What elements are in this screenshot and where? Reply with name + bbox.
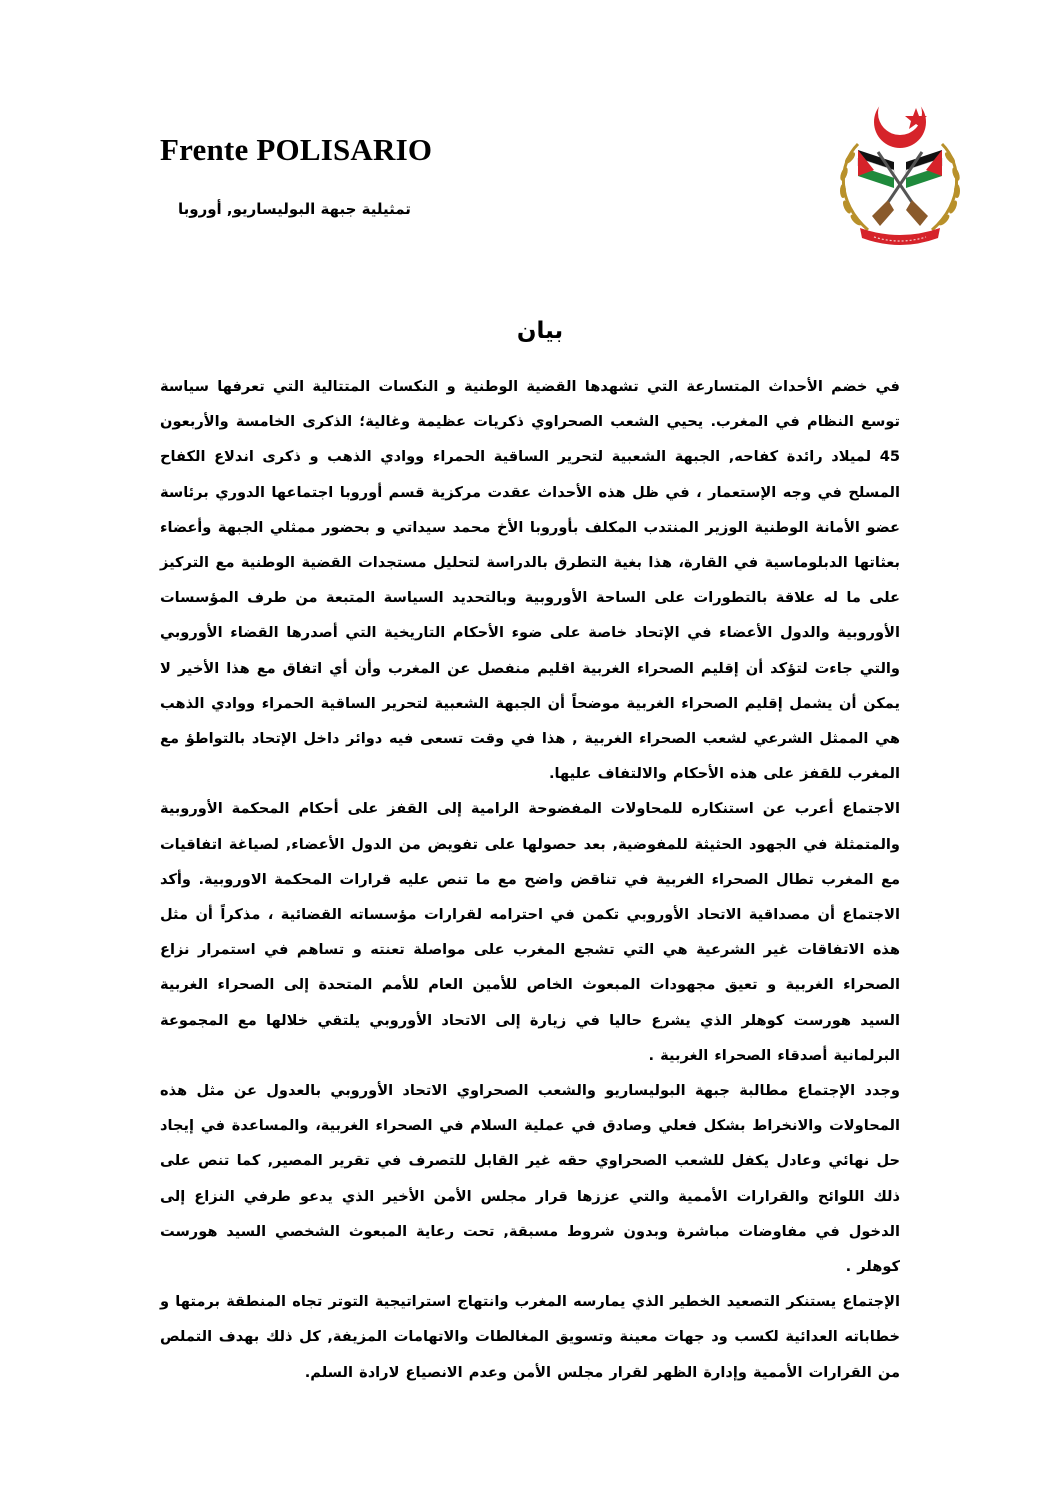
- statement-paragraph-1: في خضم الأحداث المتسارعة التي تشهدها القضية الوطنية و النكسات المتتالية التي تعرفها سياسة توسع النظام في المغرب. يحيي الشعب الصحراوي ذكريات عظيمة وغالية؛ الذكرى الخامسة والأربعون 45 لميلاد رائدة كفاحه, الجبهة الشعبية لتحرير الساقية الحمراء ووادي الذهب و ذكرى اندلاع الكفاح المسلح في وجه الإستعمار ، في ظل هذه الأحداث عقدت مركزية قسم أوروبا اجتماعها الدوري برئاسة عضو الأمانة الوطنية الوزير المنتدب المكلف بأوروبا الأخ محمد سيداتي و بحضور ممثلي الجبهة وأعضاء بعثاتها الدبلوماسية في القارة، هذا بغية التطرق بالدراسة لتحليل مستجدات القضية الوطنية مع التركيز على ما له علاقة بالتطورات على الساحة الأوروبية وبالتحديد السياسة المتبعة من طرف المؤسسات الأوروبية والدول الأعضاء في الإتحاد خاصة على ضوء الأحكام التاريخية التي أصدرها القضاء الأوروبي والتي جاءت لتؤكد أن إقليم الصحراء الغربية اقليم منفصل عن المغرب وأن أي اتفاق مع هذا الأخير لا يمكن أن يشمل إقليم الصحراء الغربية موضحاً أن الجبهة الشعبية لتحرير الساقية الحمراء ووادي الذهب هي الممثل الشرعي لشعب الصحراء الغربية , هذا في وقت تسعى فيه دوائر داخل الإتحاد بالتواطؤ مع المغرب للقفز على هذه الأحكام والالتفاف عليها.: [160, 378, 900, 783]
- statement-paragraph-3: وجدد الإجتماع مطالبة جبهة البوليساريو والشعب الصحراوي الاتحاد الأوروبي بالعدول عن مثل هذه المحاولات والانخراط بشكل فعلي وصادق في عملية السلام في الصحراء الغربية، والمساعدة في إيجاد حل نهائي وعادل يكفل للشعب الصحراوي حقه غير القابل للتصرف في تقرير المصير, كما تنص على ذلك اللوائح والقرارات الأممية والتي عززها قرار مجلس الأمن الأخير الذي يدعو طرفي النزاع إلى الدخول في مفاوضات مباشرة وبدون شروط مسبقة, تحت رعاية المبعوث الشخصي السيد هورست كوهلر .: [160, 1082, 900, 1276]
- organization-name: Frente POLISARIO: [160, 132, 433, 167]
- representation-subtitle: تمثيلية جبهة البوليساريو, أوروبا: [178, 200, 411, 218]
- statement-body: [160, 369, 900, 1390]
- statement-heading: بيان: [516, 318, 564, 344]
- emblem-graphic: [820, 92, 980, 252]
- polisario-emblem-icon: [820, 92, 980, 252]
- emblem-ribbon: [860, 228, 940, 245]
- laurel-leaves: [839, 151, 961, 227]
- statement-paragraph-2: الاجتماع أعرب عن استنكاره للمحاولات المفضوحة الرامية إلى القفز على أحكام المحكمة الأوروبية والمتمثلة في الجهود الحثيثة للمفوضية, بعد حصولها على تفويض من الدول الأعضاء, لصياغة اتفاقيات مع المغرب تطال الصحراء الغربية في تناقض واضح مع ما تنص عليه قرارات المحكمة الاوروبية. وأكد الاجتماع أن مصداقية الاتحاد الأوروبي تكمن في احترامه لقرارات مؤسساته القضائية ، مذكراً أن مثل هذه الاتفاقات غير الشرعية هي التي تشجع المغرب على مواصلة تعنته و تساهم في استمرار نزاع الصحراء الغربية و تعيق مجهودات المبعوث الخاص للأمين العام للأمم المتحدة إلى الصحراء الغربية السيد هورست كوهلر الذي يشرع حاليا في زيارة إلى الاتحاد الأوروبي يلتقي خلالها مع المجموعة البرلمانية أصدقاء الصحراء الغربية .: [160, 800, 900, 1064]
- statement-paragraph-4: الإجتماع يستنكر التصعيد الخطير الذي يمارسه المغرب وانتهاج استراتيجية التوتر تجاه المنطقة برمتها و خطاباته العدائية لكسب ود جهات معينة وتسويق المغالطات والاتهامات المزيفة, كل ذلك بهدف التملص من القرارات الأممية وإدارة الظهر لقرار مجلس الأمن وعدم الانصياع لارادة السلم.: [160, 1293, 900, 1381]
